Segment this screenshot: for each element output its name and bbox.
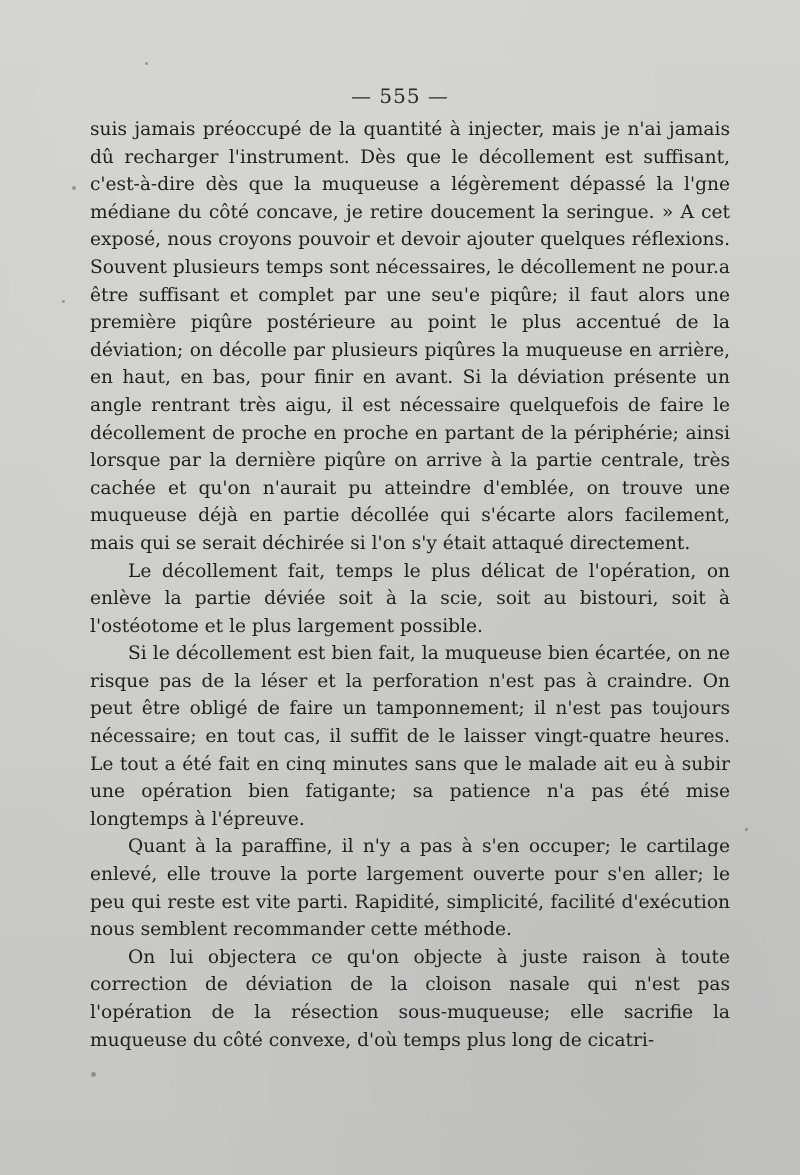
scan-speck bbox=[145, 62, 148, 65]
paragraph-continued: suis jamais préoccupé de la quantité à injecter, mais je n'ai jamais dû recharger l'instrument. Dès que le décollement est suffisant, c'est-à-dire dès que la muqueuse a légèrement dépassé la l'gne médiane du côté concave, je retire doucement la seringue. » A cet exposé, nous croyons pouvoir et devoir ajouter quelques réflexions. Souvent plusieurs temps sont nécessaires, le décollement ne pour.a être suffisant et complet par une seu'e piqûre; il faut alors une première piqûre postérieure au point le plus accentué de la déviation; on décolle par plusieurs piqûres la muqueuse en arrière, en haut, en bas, pour finir en avant. Si la déviation présente un angle rentrant très aigu, il est nécessaire quelquefois de faire le décollement de proche en proche en partant de la périphérie; ainsi lorsque par la dernière piqûre on arrive à la partie centrale, très cachée et qu'on n'aurait pu atteindre d'emblée, on trouve une muqueuse déjà en partie décollée qui s'écarte alors facilement, mais qui se serait déchirée si l'on s'y était attaqué directement. bbox=[90, 119, 730, 554]
body-text bbox=[90, 116, 730, 1054]
paragraph-operation: Le décollement fait, temps le plus délicat de l'opération, on enlève la partie déviée soit à la scie, soit au bistouri, soit à l'ostéotome et le plus largement possible. bbox=[90, 560, 730, 637]
paragraph-decollement: Si le décollement est bien fait, la muqueuse bien écartée, on ne risque pas de la léser et la perforation n'est pas à craindre. On peut être obligé de faire un tamponnement; il n'est pas toujours nécessaire; en tout cas, il suffit de le laisser vingt-quatre heures. Le tout a été fait en cinq minutes sans que le malade ait eu à subir une opération bien fatigante; sa patience n'a pas été mise longtemps à l'épreuve. bbox=[90, 643, 730, 830]
scan-speck bbox=[745, 828, 748, 831]
page-number: — 555 — bbox=[351, 84, 449, 108]
paragraph-objection: On lui objectera ce qu'on objecte à juste raison à toute correction de déviation de la cloison nasale qui n'est pas l'opération de la résection sous-muqueuse; elle sacrifie la muqueuse du côté convexe, d'où temps plus long de cicatri- bbox=[90, 946, 730, 1051]
scan-speck bbox=[62, 300, 65, 303]
scan-speck bbox=[72, 186, 76, 190]
paragraph-paraffine: Quant à la paraffine, il n'y a pas à s'en occuper; le cartilage enlevé, elle trouve la porte largement ouverte pour s'en aller; le peu qui reste est vite parti. Rapidité, simplicité, facilité d'exécution nous semblent recommander cette méthode. bbox=[90, 836, 730, 941]
scan-speck bbox=[91, 1072, 96, 1077]
